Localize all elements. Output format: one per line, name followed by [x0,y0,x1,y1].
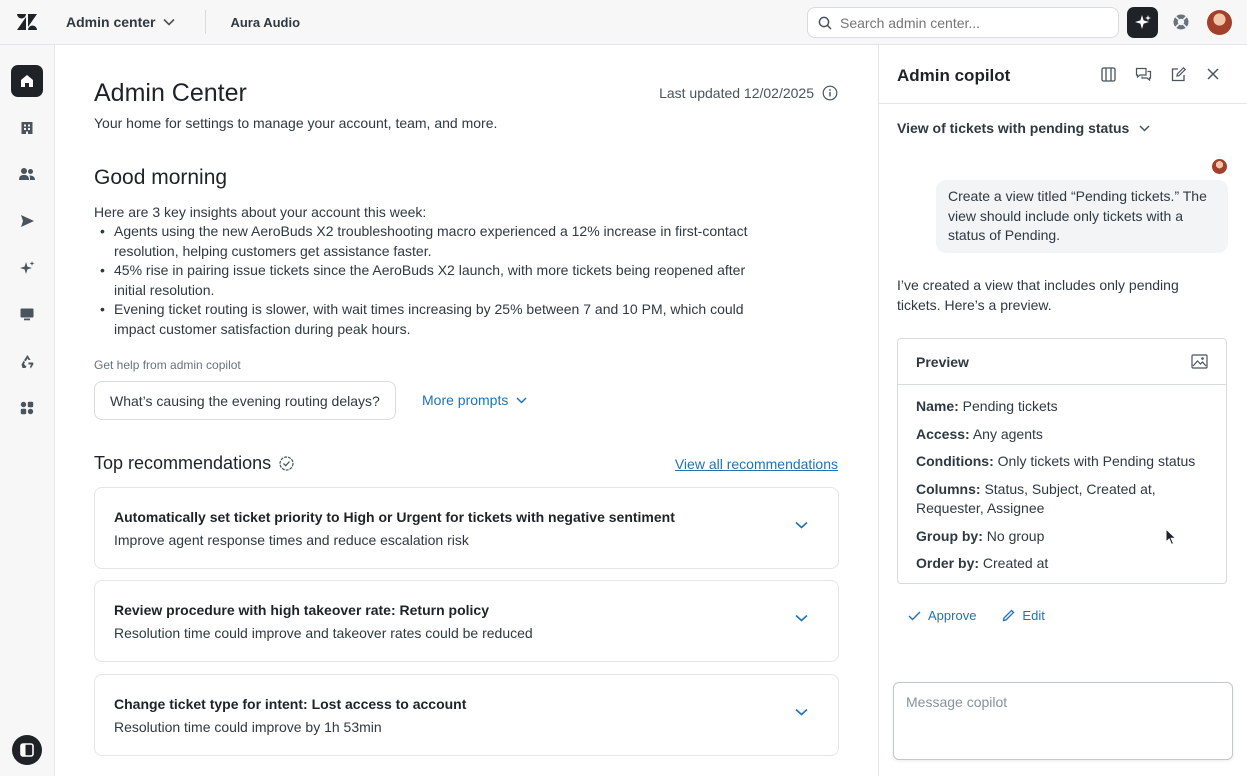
sparkle-icon [1134,14,1152,32]
preview-row [916,425,1208,445]
copilot-title: Admin copilot [897,66,1011,85]
chevron-down-icon[interactable] [795,614,808,622]
more-prompts-button[interactable] [422,392,527,408]
greeting: Good morning [94,166,228,189]
prompt-chip[interactable]: What’s causing the evening routing delays? [94,381,396,420]
people-icon [18,166,36,182]
search-input[interactable] [840,15,1100,31]
chevron-down-icon[interactable] [795,521,808,529]
panel-icon [20,743,34,757]
recycle-icon [19,353,36,370]
sparkle-icon [19,260,36,277]
preview-row [916,480,1208,519]
preview-value: Any agents [969,425,1043,442]
copilot-toolbar [1100,66,1221,83]
sidebar-item-people[interactable] [11,158,43,190]
split-view-icon[interactable] [1100,66,1117,83]
sidebar [0,45,54,776]
preview-body [898,385,1226,594]
apps-icon [19,400,35,416]
mouse-cursor-icon [1165,528,1177,546]
recommendation-title: Review procedure with high takeover rate: Return policy [114,602,489,618]
preview-card [897,338,1227,584]
building-icon [19,120,35,136]
recommendation-title: Automatically set ticket priority to High or Urgent for tickets with negative sentiment [114,509,675,525]
preview-row [916,452,1208,472]
sidebar-item-ai[interactable] [11,252,43,284]
preview-label: Conditions: [916,453,994,469]
main-content [54,45,878,776]
check-icon [908,611,921,621]
home-icon [19,73,35,89]
approve-label: Approve [928,608,977,623]
sidebar-item-apps[interactable] [11,392,43,424]
preview-row [916,397,1208,417]
edit-button[interactable] [1002,608,1044,623]
recommendations-title: Top recommendations [94,453,272,473]
message-input[interactable] [893,682,1233,760]
list-item: • 45% rise in pairing issue tickets since the AeroBuds X2 launch, with more tickets being reopened after initial resolution. [94,261,774,300]
preview-row [916,554,1208,574]
chevron-down-icon [163,18,175,26]
preview-value: Pending tickets [958,398,1058,414]
last-updated [659,85,838,101]
recommendation-title: Change ticket type for intent: Lost access to account [114,696,467,712]
help-label: Get help from admin copilot [94,358,241,372]
help-button[interactable] [1170,11,1192,33]
page-title: Admin Center [94,79,247,107]
preview-value: No group [982,527,1045,544]
close-icon[interactable] [1205,66,1221,82]
last-updated-text: Last updated 12/02/2025 [659,85,814,101]
chevron-down-icon [1139,125,1150,132]
divider [879,103,1247,104]
recommendations-heading [94,453,294,474]
recommendation-subtitle: Improve agent response times and reduce escalation risk [114,532,469,548]
preview-label: Group by: [916,527,983,544]
chevron-down-icon[interactable] [795,708,808,716]
ai-sparkle-button[interactable] [1127,7,1158,38]
view-selector-label: View of tickets with pending status [897,120,1130,136]
preview-label: Access: [916,425,970,442]
edit-label: Edit [1022,608,1045,623]
sidebar-toggle-button[interactable] [12,735,42,765]
sidebar-item-workspaces[interactable] [11,298,43,330]
pencil-icon [1002,609,1015,622]
account-name: Aura Audio [230,14,301,30]
product-label: Admin center [66,14,156,30]
sidebar-item-account[interactable] [11,112,43,144]
badge-check-icon [279,456,294,471]
sidebar-item-channels[interactable] [11,205,43,237]
recommendation-subtitle: Resolution time could improve by 1h 53min [114,719,382,735]
user-message: Create a view titled “Pending tickets.” The view should include only tickets with a status of Pending. [936,180,1228,253]
product-switcher[interactable] [66,14,175,30]
avatar[interactable] [1207,10,1232,35]
sidebar-item-objects[interactable] [11,345,43,377]
preview-label: Order by: [916,555,980,571]
sidebar-item-home[interactable] [11,65,43,97]
preview-value: Only tickets with Pending status [993,453,1196,469]
list-item: • Agents using the new AeroBuds X2 troubleshooting macro experienced a 12% increase in first-contact resolution, helping customers get assistance faster. [94,222,774,261]
page-subtitle: Your home for settings to manage your account, team, and more. [94,115,498,131]
chevron-down-icon [516,397,527,404]
send-icon [19,213,35,229]
view-selector[interactable] [897,120,1150,136]
more-prompts-label: More prompts [422,392,509,408]
insights-list [94,222,774,339]
copilot-panel [878,45,1247,776]
copilot-reply: I’ve created a view that includes only pending tickets. Here’s a preview. [897,277,1179,313]
search-icon [818,16,832,30]
preview-actions [908,608,1045,623]
lifebuoy-icon [1172,13,1190,31]
preview-header [898,339,1226,385]
monitor-icon [19,306,35,322]
image-icon[interactable] [1191,354,1208,369]
zendesk-logo-icon[interactable] [0,14,54,30]
recommendation-card[interactable] [94,580,839,662]
recommendation-card[interactable] [94,674,839,756]
search-box[interactable] [807,7,1119,38]
insights-intro: Here are 3 key insights about your account this week: [94,204,427,220]
recommendation-card[interactable] [94,487,839,569]
preview-title: Preview [916,353,969,370]
recommendation-subtitle: Resolution time could improve and takeover rates could be reduced [114,625,533,641]
list-item: • Evening ticket routing is slower, with wait times increasing by 25% between 7 and 10 PM, which could impact customer satisfaction during peak hours. [94,300,774,339]
divider [205,10,206,34]
conversations-icon[interactable] [1135,66,1152,83]
approve-button[interactable] [908,608,976,623]
info-icon[interactable] [822,85,838,101]
avatar [1212,159,1227,174]
preview-value: Created at [979,555,1049,571]
view-all-recommendations-link[interactable]: View all recommendations [674,456,838,472]
preview-label: Columns: [916,480,981,497]
preview-label: Name: [916,398,959,414]
new-chat-icon[interactable] [1170,66,1187,83]
preview-value: Status, Subject, Created at, Requester, Assignee [916,480,1156,516]
